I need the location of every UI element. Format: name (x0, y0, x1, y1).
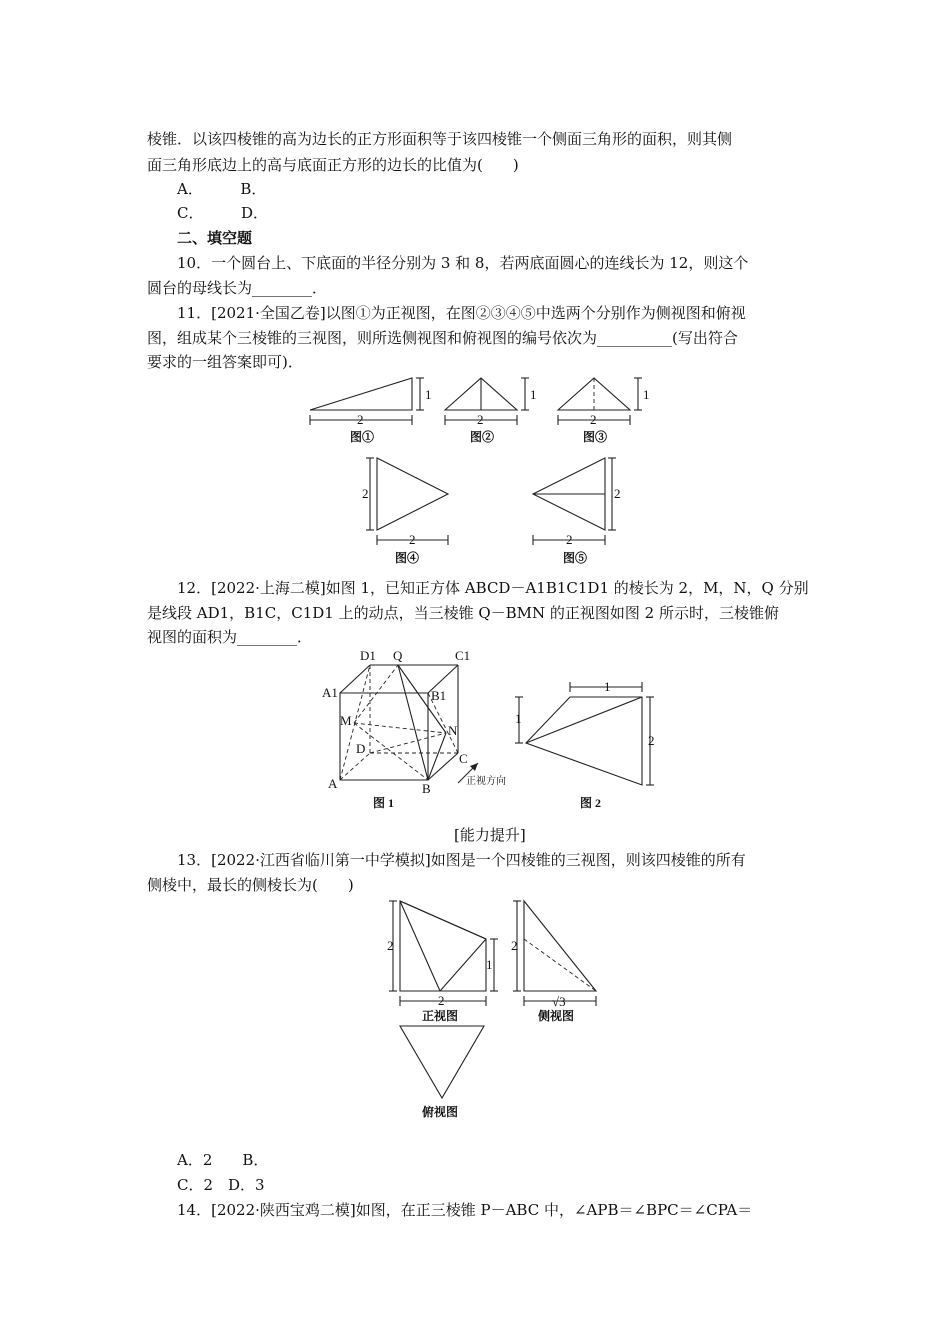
q11-fig4-height: 2 (362, 486, 369, 501)
cube-label-Q: Q (393, 648, 403, 663)
ability-title: [能力提升] (454, 826, 526, 844)
q11-fig3-width: 2 (590, 412, 597, 427)
cube-label-M: M (340, 713, 352, 728)
q13-side-view (508, 895, 618, 1025)
cube-label-B: B (422, 781, 431, 796)
cube-label-C1: C1 (455, 648, 471, 663)
q13-front-dim-right: 1 (486, 957, 493, 972)
q12-front-caption: 图 2 (580, 796, 602, 810)
q11-fig3-height: 1 (643, 387, 650, 402)
q13-side-dim-left: 2 (511, 938, 518, 953)
q12-line3: 视图的面积为________． (147, 628, 313, 646)
cube-label-B1: B1 (431, 688, 447, 703)
q13-top-view (392, 1022, 502, 1122)
q13-top-caption: 俯视图 (422, 1105, 459, 1119)
section-title: 二、填空题 (177, 229, 253, 247)
q11-figure-5 (525, 452, 625, 567)
cube-label-N: N (448, 723, 458, 738)
q11-fig5-height: 2 (614, 486, 621, 501)
q12-front-dim-right: 2 (648, 733, 655, 748)
q11-figure-3 (550, 372, 660, 450)
q9-line2: 面三角形底边上的高与底面正方形的边长的比值为( ) (147, 156, 519, 174)
q9-choices-cd: C． D． (177, 204, 269, 222)
q12-front-dim-top: 1 (604, 679, 611, 694)
q11-fig5-caption: 图⑤ (563, 551, 588, 565)
q11-line1: 11．[2021·全国乙卷]以图①为正视图，在图②③④⑤中选两个分别作为侧视图和俯视 (177, 304, 746, 322)
q13-choices-cd: C．2 D．3 (177, 1176, 265, 1194)
q11-fig2-width: 2 (477, 412, 484, 427)
q9-line1: 棱锥．以该四棱锥的高为边长的正方形面积等于该四棱锥一个侧面三角形的面积，则其侧 (147, 130, 733, 148)
q11-figure-1 (300, 372, 430, 450)
q13-front-view (384, 895, 504, 1025)
q13-line1: 13．[2022·江西省临川第一中学模拟]如图是一个四棱锥的三视图，则该四棱锥的所有 (177, 851, 746, 869)
q11-fig1-caption: 图① (350, 430, 375, 444)
q10-line2: 圆台的母线长为________． (147, 279, 328, 297)
q11-figure-4 (360, 452, 460, 567)
cube-label-D1: D1 (360, 648, 376, 663)
q10-line1: 10．一个圆台上、下底面的半径分别为 3 和 8，若两底面圆心的连线长为 12，则这个 (177, 254, 749, 272)
cube-label-C: C (459, 751, 468, 766)
q12-line2: 是线段 AD1，B1C，C1D1 上的动点，当三棱锥 Q－BMN 的正视图如图 2 所示时，三棱锥俯 (147, 604, 779, 622)
q11-fig3-caption: 图③ (583, 430, 608, 444)
q13-front-dim-left: 2 (387, 938, 394, 953)
cube-label-A1: A1 (322, 685, 338, 700)
cube-view-direction: 正视方向 (466, 776, 506, 787)
q12-line1: 12．[2022·上海二模]如图 1，已知正方体 ABCD－A1B1C1D1 的棱长为 2，M，N，Q 分别 (177, 579, 809, 597)
q12-front-dim-left: 1 (515, 711, 522, 726)
q11-line3: 要求的一组答案即可)． (147, 353, 303, 371)
q11-fig2-caption: 图② (470, 430, 495, 444)
q13-side-caption: 侧视图 (538, 1009, 575, 1023)
q11-figure-2 (437, 372, 547, 450)
cube-caption: 图 1 (373, 796, 395, 810)
q11-fig5-width: 2 (566, 532, 573, 547)
q11-fig1-height: 1 (425, 387, 432, 402)
q14-line1: 14．[2022·陕西宝鸡二模]如图，在正三棱锥 P－ABC 中，∠APB＝∠BPC＝∠CPA＝ (177, 1201, 753, 1219)
q12-front-view-figure (510, 673, 670, 813)
q13-choices-ab: A．2 B． (177, 1151, 269, 1169)
q11-line2: 图，组成某个三棱锥的三视图，则所选侧视图和俯视图的编号依次为__________(写出符合 (147, 329, 738, 347)
q12-cube-figure (318, 645, 518, 815)
q13-front-caption: 正视图 (422, 1009, 459, 1023)
q13-side-dim-bottom: √3 (552, 994, 566, 1009)
q11-fig4-width: 2 (409, 532, 416, 547)
q11-fig1-width: 2 (357, 412, 364, 427)
q13-front-dim-bottom: 2 (438, 993, 445, 1008)
q9-choices-ab: A． B． (177, 180, 267, 198)
cube-label-A: A (328, 776, 338, 791)
q11-fig4-caption: 图④ (395, 551, 420, 565)
cube-label-D: D (356, 741, 366, 756)
q11-fig2-height: 1 (530, 387, 537, 402)
q13-line2: 侧棱中，最长的侧棱长为( ) (147, 876, 354, 894)
